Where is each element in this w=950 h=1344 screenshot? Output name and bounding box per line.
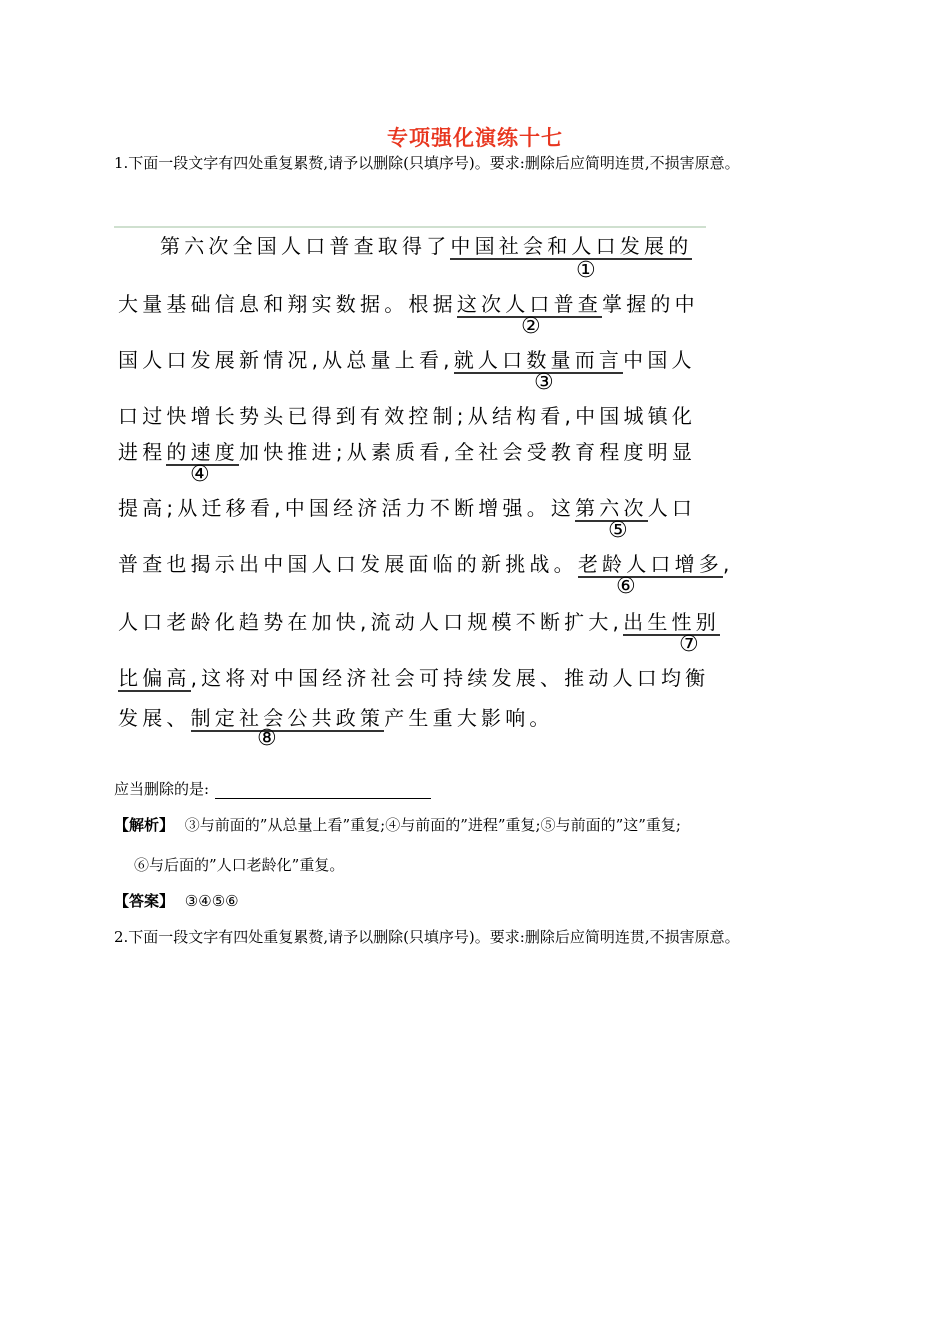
analysis-row bbox=[114, 814, 681, 835]
answer-label: 【答案】 bbox=[114, 892, 175, 910]
passage-text: , bbox=[723, 552, 734, 576]
underlined-phrase: 制定社会公共政策 bbox=[190, 706, 385, 730]
passage-text: 国人口发展新情况,从总量上看, bbox=[118, 348, 454, 372]
passage-line bbox=[118, 702, 554, 731]
underlined-phrase: 中国社会和人口发展的 bbox=[450, 234, 693, 258]
question-1-prompt: 1.下面一段文字有四处重复累赘,请予以删除(只填序号)。要求:删除后应简明连贯,不损害原意。 bbox=[114, 154, 740, 172]
passage-line bbox=[118, 400, 696, 429]
passage-line bbox=[118, 436, 696, 465]
passage-text: 加快推进;从素质看,全社会受教育程度明显 bbox=[239, 440, 697, 464]
underlined-phrase: 第六次 bbox=[575, 496, 648, 520]
passage-line bbox=[118, 344, 696, 373]
marker-5: ⑤ bbox=[608, 518, 628, 543]
passage-image bbox=[114, 222, 734, 758]
question-2-prompt: 2.下面一段文字有四处重复累赘,请予以删除(只填序号)。要求:删除后应简明连贯,不损害原意。 bbox=[114, 928, 740, 946]
answer-prompt: 应当删除的是: bbox=[114, 780, 210, 798]
passage-text: 产生重大影响。 bbox=[384, 706, 554, 730]
analysis-continued: ⑥与后面的”人口老龄化”重复。 bbox=[134, 856, 345, 874]
passage-line bbox=[118, 288, 699, 317]
marker-1: ① bbox=[576, 258, 596, 283]
marker-6: ⑥ bbox=[616, 574, 636, 599]
marker-3: ③ bbox=[534, 370, 554, 395]
passage-line bbox=[118, 548, 734, 577]
underlined-phrase: 的速度 bbox=[166, 440, 240, 464]
passage-text: 掌握的中 bbox=[602, 292, 699, 316]
passage-line bbox=[118, 230, 692, 259]
passage-top-rule bbox=[114, 226, 706, 228]
marker-2: ② bbox=[521, 314, 541, 339]
passage-text: 普查也揭示出中国人口发展面临的新挑战。 bbox=[118, 552, 578, 576]
passage-text: 人口老龄化趋势在加快,流动人口规模不断扩大, bbox=[118, 610, 624, 634]
answer-value: ③④⑤⑥ bbox=[184, 892, 239, 910]
answer-row bbox=[114, 890, 239, 911]
underlined-phrase: 老龄人口增多 bbox=[577, 552, 724, 576]
analysis-label: 【解析】 bbox=[114, 816, 175, 834]
marker-7: ⑦ bbox=[679, 632, 699, 657]
passage-text: 口过快增长势头已得到有效控制;从结构看,中国城镇化 bbox=[118, 404, 697, 428]
passage-text: 提高;从迁移看,中国经济活力不断增强。这 bbox=[118, 496, 576, 520]
underlined-phrase: 这次人口普查 bbox=[456, 292, 603, 316]
passage-text: 发展、 bbox=[118, 706, 191, 730]
analysis-text: ③与前面的”从总量上看”重复;④与前面的”进程”重复;⑤与前面的”这”重复; bbox=[184, 816, 681, 834]
passage-text: 第六次全国人口普查取得了 bbox=[160, 234, 451, 258]
underlined-phrase: 出生性别 bbox=[623, 610, 720, 634]
passage-text: ,这将对中国经济社会可持续发展、推动人口均衡 bbox=[190, 666, 710, 690]
passage-text: 进程 bbox=[118, 440, 167, 464]
passage-line bbox=[118, 606, 720, 635]
passage-line bbox=[118, 662, 709, 691]
underlined-phrase: 比偏高 bbox=[118, 666, 191, 690]
page-title: 专项强化演练十七 bbox=[387, 126, 563, 150]
passage-line bbox=[118, 492, 696, 521]
passage-text: 中国人 bbox=[623, 348, 696, 372]
marker-8: ⑧ bbox=[257, 726, 277, 751]
answer-blank[interactable] bbox=[215, 784, 431, 799]
underlined-phrase: 就人口数量而言 bbox=[453, 348, 624, 372]
passage-text: 大量基础信息和翔实数据。根据 bbox=[118, 292, 457, 316]
answer-prompt-row bbox=[114, 778, 431, 799]
passage-text: 人口 bbox=[647, 496, 697, 520]
marker-4: ④ bbox=[190, 462, 210, 487]
